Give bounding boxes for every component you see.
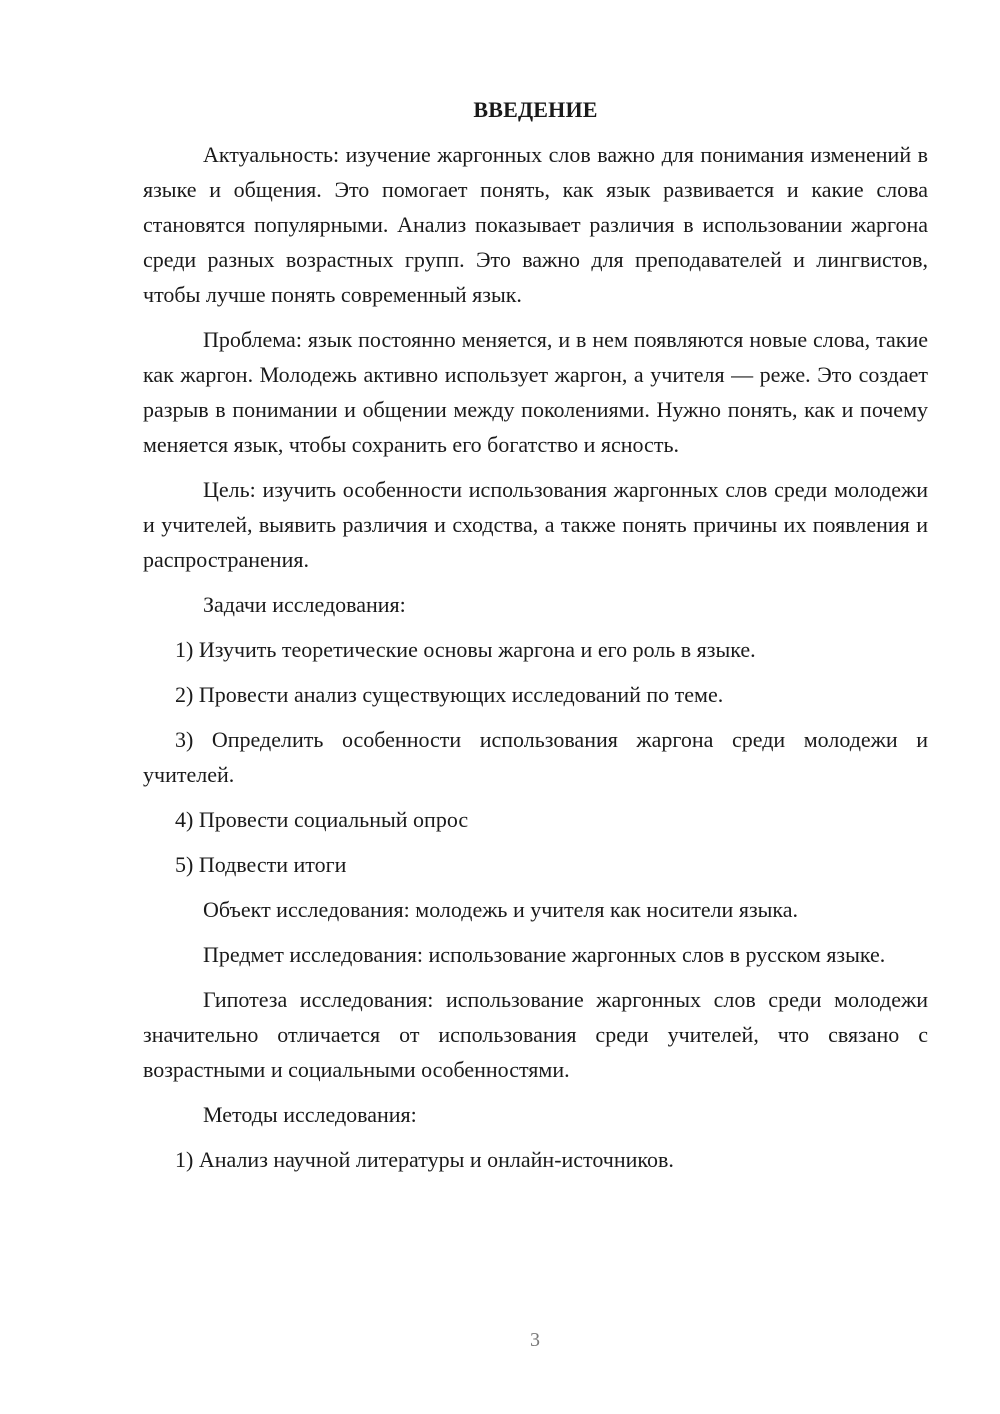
section-heading: ВВЕДЕНИЕ <box>473 97 598 122</box>
page-content <box>143 92 928 1187</box>
task-item-3: 3) Определить особенности использования жаргона среди молодежи и учителей. <box>143 727 928 787</box>
paragraph-goal: Цель: изучить особенности использования жаргонных слов среди молодежи и учителей, выявить различия и сходства, а также понять причины их появления и распространения. <box>143 477 928 572</box>
paragraph-relevance: Актуальность: изучение жаргонных слов важно для понимания изменений в языке и общения. Это помогает понять, как язык развивается и какие слова становятся популярными. Анализ показывает различия в использовании жаргона среди разных возрастных групп. Это важно для преподавателей и лингвистов, чтобы лучше понять современный язык. <box>143 142 928 307</box>
task-item-5: 5) Подвести итоги <box>175 852 347 877</box>
methods-title: Методы исследования: <box>203 1102 417 1127</box>
task-item-1: 1) Изучить теоретические основы жаргона и его роль в языке. <box>175 637 756 662</box>
task-item-2: 2) Провести анализ существующих исследований по теме. <box>175 682 724 707</box>
method-item-1: 1) Анализ научной литературы и онлайн-источников. <box>175 1147 674 1172</box>
page-number: 3 <box>530 1329 540 1351</box>
paragraph-hypothesis: Гипотеза исследования: использование жаргонных слов среди молодежи значительно отличается от использования среди учителей, что связано с возрастными и социальными особенностями. <box>143 987 928 1082</box>
paragraph-problem: Проблема: язык постоянно меняется, и в нем появляются новые слова, такие как жаргон. Молодежь активно использует жаргон, а учителя — реже. Это создает разрыв в понимании и общении между поколениями. Нужно понять, как и почему меняется язык, чтобы сохранить его богатство и ясность. <box>143 327 928 457</box>
paragraph-object: Объект исследования: молодежь и учителя как носители языка. <box>203 897 799 922</box>
task-item-4: 4) Провести социальный опрос <box>175 807 469 832</box>
tasks-title: Задачи исследования: <box>203 592 406 617</box>
paragraph-subject: Предмет исследования: использование жаргонных слов в русском языке. <box>203 942 886 967</box>
